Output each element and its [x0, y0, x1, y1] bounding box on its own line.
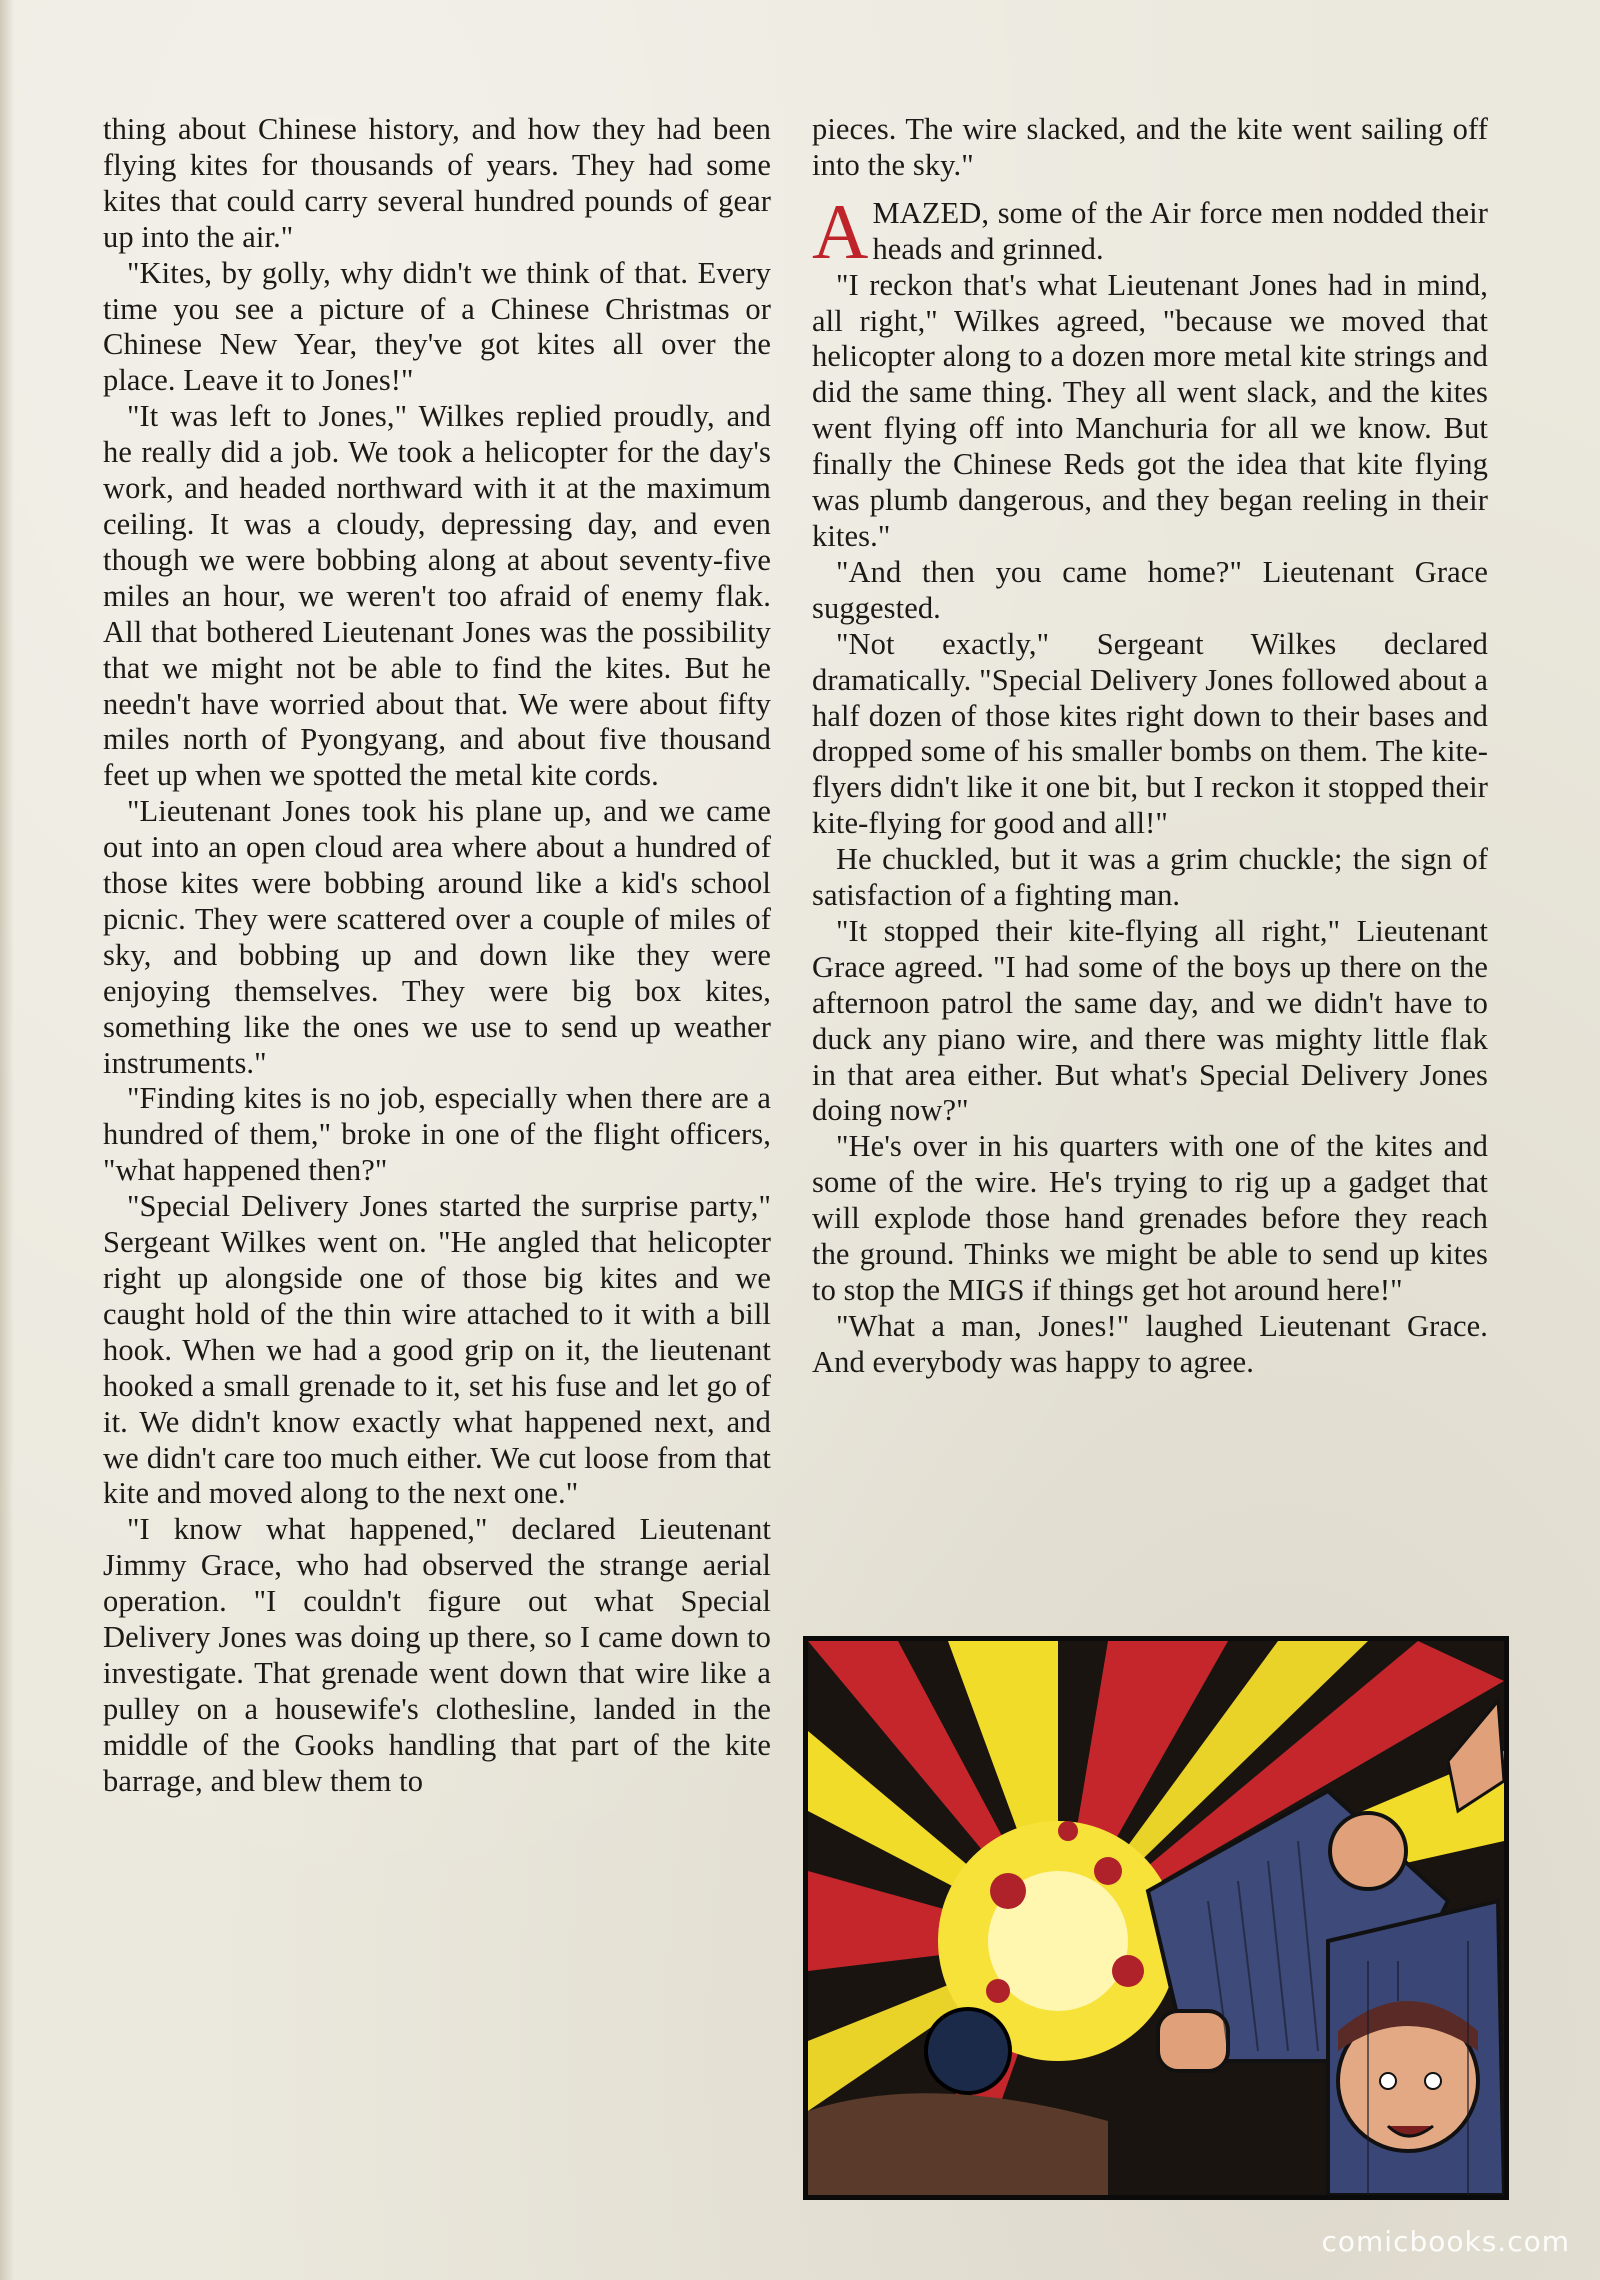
comic-panel-explosion: [803, 1636, 1509, 2200]
right-paragraph-4: "Not exactly," Sergeant Wilkes declared dramatically. "Special Delivery Jones followed about a half dozen of those kites right down to their bases and dropped some of his smaller bombs on them. The kite-flyers didn't like it one bit, but I reckon it stopped their kite-flying for good and all!": [812, 626, 1488, 841]
explosion-illustration-icon: [808, 1641, 1504, 2195]
right-paragraph-5: He chuckled, but it was a grim chuckle; the sign of satisfaction of a fighting man.: [812, 842, 1488, 913]
right-paragraph-7: "He's over in his quarters with one of the kites and some of the wire. He's trying to rig up a gadget that will explode those hand grenades before they reach the ground. Thinks we might be able to send up kites to stop the MIGS if things get hot around here!": [812, 1129, 1488, 1307]
left-paragraph-4: "Lieutenant Jones took his plane up, and we came out into an open cloud area where about a hundred of those kites were bobbing around like a kid's school picnic. They were scattered over a couple of miles of sky, and bobbing up and down like they were enjoying themselves. They were big box kites, something like the ones we use to send up weather instruments.": [103, 794, 771, 1080]
right-paragraph-2: "I reckon that's what Lieutenant Jones had in mind, all right," Wilkes agreed, "because we moved that helicopter along to a dozen more metal kite strings and did the same thing. They all went slack, and the kites went flying off into Manchuria for all we know. But finally the Chinese Reds got the idea that kite flying was plumb dangerous, and they began reeling in their kites.": [812, 267, 1488, 553]
right-paragraph-3: "And then you came home?" Lieutenant Grace suggested.: [812, 554, 1488, 625]
dropcap-paragraph-text: MAZED, some of the Air force men nodded their heads and grinned.: [872, 195, 1488, 266]
page-binding-shadow: [0, 0, 14, 2280]
dropcap-paragraph: [812, 187, 1488, 275]
left-paragraph-6: "Special Delivery Jones started the surprise party," Sergeant Wilkes went on. "He angled that helicopter right up alongside one of those big kites and we caught hold of the thin wire attached to it with a bill hook. When we had a good grip on it, the lieutenant hooked a small grenade to it, set his fuse and let go of it. We didn't know exactly what happened next, and we didn't care too much either. We cut loose from that kite and moved along to the next one.": [103, 1189, 771, 1511]
left-paragraph-2: "Kites, by golly, why didn't we think of that. Every time you see a picture of a Chinese Christmas or Chinese New Year, they've got kites all over the place. Leave it to Jones!": [103, 255, 771, 398]
left-paragraph-3: "It was left to Jones," Wilkes replied proudly, and he really did a job. We took a helicopter for the day's work, and headed northward with it at the maximum ceiling. It was a cloudy, depressing day, and even though we were bobbing along at about seventy-five miles an hour, we weren't too afraid of enemy flak. All that bothered Lieutenant Jones was the possibility that we might not be able to find the kites. But he needn't have worried about that. We were about fifty miles north of Pyongyang, and about five thousand feet up when we spotted the metal kite cords.: [103, 399, 771, 793]
grenade: [926, 2009, 1010, 2093]
right-text-column: [812, 112, 1488, 1381]
left-paragraph-7: "I know what happened," declared Lieutenant Jimmy Grace, who had observed the strange aerial operation. "I couldn't figure out what Special Delivery Jones was doing up there, so I came down to investigate. That grenade went down that wire like a pulley on a housewife's clothesline, landed in the middle of the Gooks handling that part of the kite barrage, and blew them to: [103, 1512, 771, 1798]
left-paragraph-1: thing about Chinese history, and how they had been flying kites for thousands of years. They had some kites that could carry several hundred pounds of gear up into the air.": [103, 112, 771, 254]
right-paragraph-6: "It stopped their kite-flying all right," Lieutenant Grace agreed. "I had some of the boys up there on the afternoon patrol the same day, and we didn't have to duck any piano wire, and there was mighty little flak in that area either. But what's Special Delivery Jones doing now?": [812, 913, 1488, 1128]
left-paragraph-5: "Finding kites is no job, especially when there are a hundred of them," broke in one of the flight officers, "what happened then?": [103, 1081, 771, 1188]
right-paragraph-8: "What a man, Jones!" laughed Lieutenant Grace. And everybody was happy to agree.: [812, 1308, 1488, 1379]
dropcap-letter: A: [812, 187, 869, 275]
left-text-column: [103, 112, 771, 1800]
watermark-text: comicbooks.com: [1321, 2225, 1570, 2258]
right-paragraph-1: pieces. The wire slacked, and the kite went sailing off into the sky.": [812, 112, 1488, 182]
